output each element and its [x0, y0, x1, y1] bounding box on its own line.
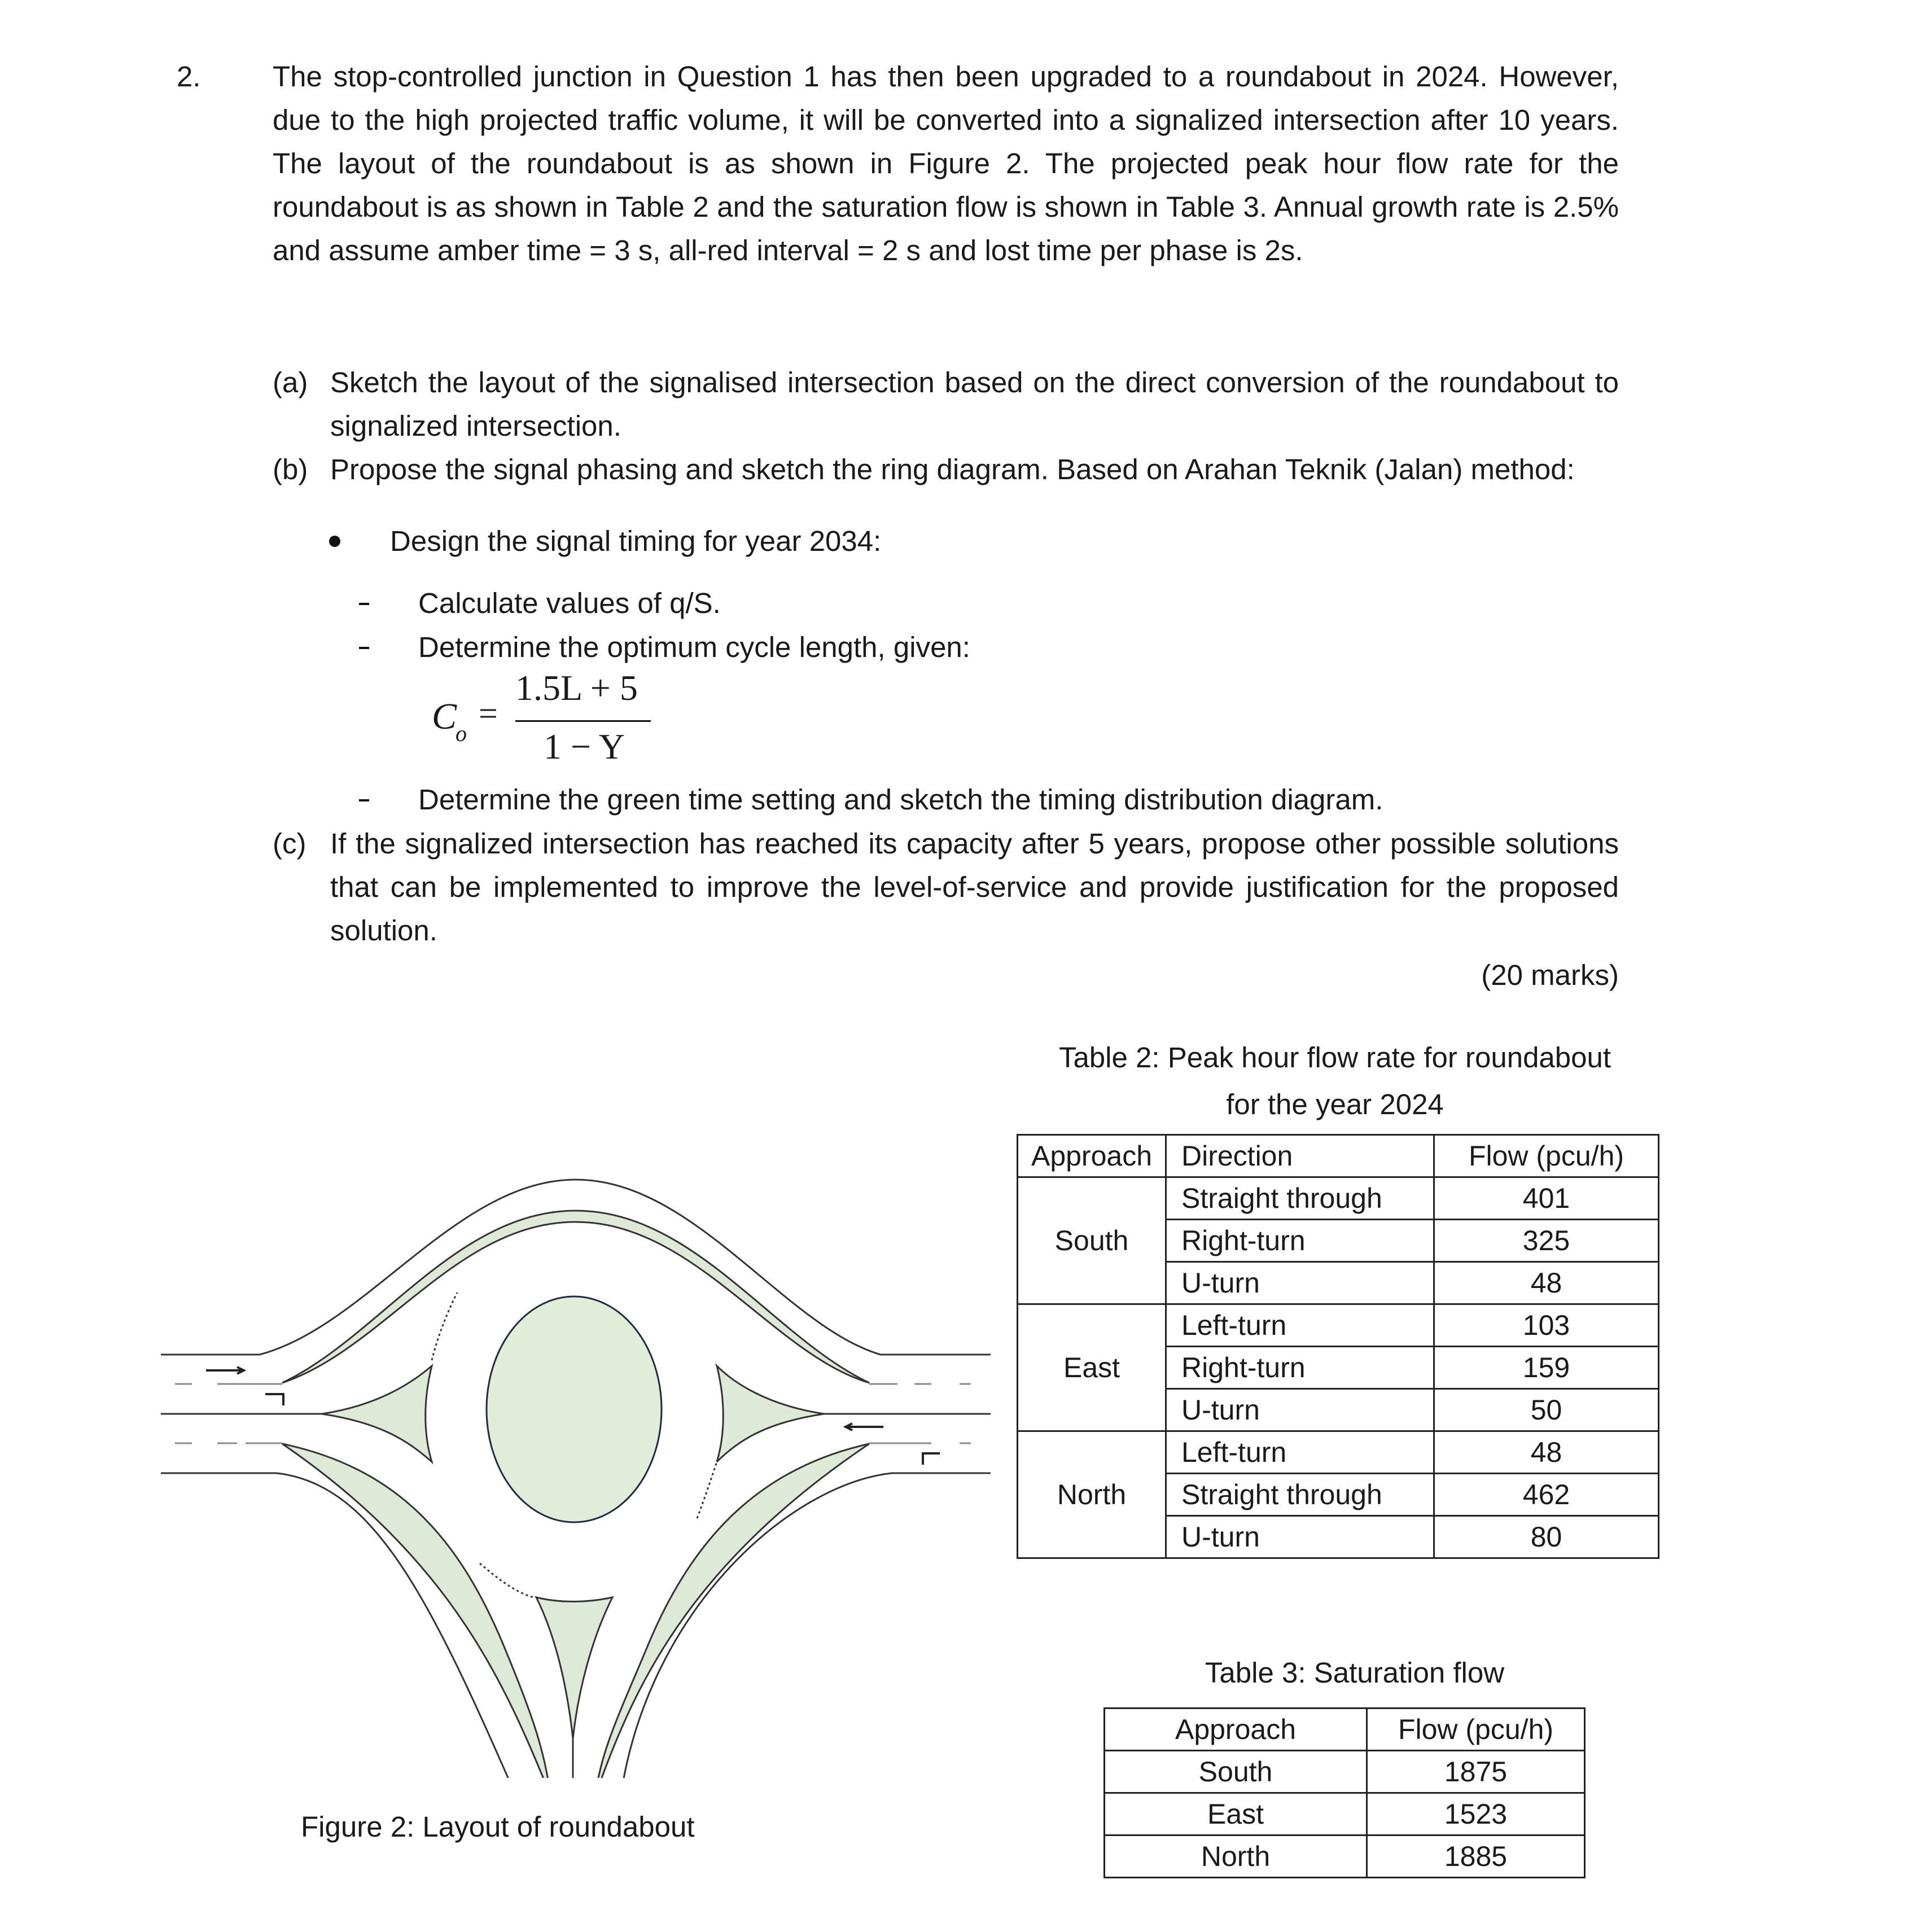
approach-cell: North — [1018, 1431, 1166, 1558]
flow-cell: 159 — [1434, 1347, 1659, 1389]
figure-caption: Figure 2: Layout of roundabout — [301, 1811, 695, 1843]
direction-cell: Straight through — [1166, 1474, 1434, 1516]
approach-cell: South — [1018, 1177, 1166, 1304]
flow-cell: 1523 — [1367, 1793, 1585, 1835]
header-flow: Flow (pcu/h) — [1367, 1708, 1585, 1751]
direction-cell: U-turn — [1166, 1262, 1434, 1304]
question-number: 2. — [177, 60, 201, 93]
part-c-text: If the signalized intersection has reached its capacity after 5 years, propose other possible solutions that can be implemented to improve the level-of-service and provide justification for the proposed solution. — [330, 827, 1619, 947]
marks: (20 marks) — [1481, 959, 1619, 991]
table2-peak-flow — [1017, 1134, 1659, 1559]
direction-cell: Left-turn — [1166, 1431, 1434, 1474]
question-text: The stop-controlled junction in Question 1 has then been upgraded to a roundabout in 2024. However, due to the high projected traffic volume, it will be converted into a signalized intersection after 10 years. The layout of the roundabout is as shown in Figure 2. The projected peak hour flow rate for the roundabout is as shown in Table 2 and the saturation flow is shown in Table 3. Annual growth rate is 2.5% and assume amber time = 3 s, all-red interval = 2 s and lost time per phase is 2s. — [273, 60, 1619, 266]
flow-cell: 80 — [1434, 1516, 1659, 1558]
dash-marker — [359, 647, 369, 649]
direction-cell: Straight through — [1166, 1177, 1434, 1220]
formula-numerator: 1.5L + 5 — [515, 668, 638, 708]
direction-cell: Right-turn — [1166, 1220, 1434, 1262]
table-row — [1105, 1835, 1585, 1878]
dash-item-2: Determine the optimum cycle length, given: — [418, 631, 970, 663]
part-c-label: (c) — [273, 827, 306, 860]
dash-marker — [359, 799, 369, 801]
bullet-dot — [329, 536, 340, 547]
approach-cell: East — [1105, 1793, 1367, 1835]
flow-cell: 48 — [1434, 1262, 1659, 1304]
table-header-row — [1105, 1708, 1585, 1751]
flow-cell: 325 — [1434, 1220, 1659, 1262]
flow-cell: 462 — [1434, 1474, 1659, 1516]
table-row — [1018, 1431, 1659, 1474]
table-row — [1018, 1304, 1659, 1347]
table-row — [1105, 1751, 1585, 1793]
header-approach: Approach — [1105, 1708, 1367, 1751]
part-b-text: Propose the signal phasing and sketch the ring diagram. Based on Arahan Teknik (Jalan) method: — [330, 453, 1575, 485]
fraction-bar — [515, 720, 651, 722]
dash-marker — [359, 603, 369, 605]
formula-lhs: C — [432, 696, 457, 737]
formula-sub: o — [456, 721, 467, 746]
flow-cell: 48 — [1434, 1431, 1659, 1474]
header-approach: Approach — [1018, 1135, 1166, 1177]
table-header-row — [1018, 1135, 1659, 1177]
table3-saturation-flow — [1103, 1707, 1586, 1878]
roundabout-figure — [141, 1101, 1016, 1778]
table2-title-line2: for the year 2024 — [1226, 1088, 1444, 1120]
flow-cell: 1875 — [1367, 1751, 1585, 1793]
cycle-length-formula — [431, 668, 656, 773]
table3-title: Table 3: Saturation flow — [1205, 1657, 1505, 1689]
approach-cell: South — [1105, 1751, 1367, 1793]
part-b-label: (b) — [273, 453, 308, 485]
header-direction: Direction — [1166, 1135, 1434, 1177]
formula-denominator: 1 − Y — [544, 726, 625, 766]
dash-item-3: Determine the green time setting and sketch the timing distribution diagram. — [418, 783, 1383, 816]
central-island — [487, 1296, 662, 1522]
table-row — [1105, 1793, 1585, 1835]
direction-cell: U-turn — [1166, 1389, 1434, 1431]
direction-cell: U-turn — [1166, 1516, 1434, 1558]
formula-eq: = — [479, 695, 498, 732]
header-flow: Flow (pcu/h) — [1434, 1135, 1659, 1177]
flow-cell: 103 — [1434, 1304, 1659, 1347]
flow-cell: 1885 — [1367, 1835, 1585, 1878]
table2-title — [999, 1034, 1671, 1128]
bullet-text: Design the signal timing for year 2034: — [390, 525, 882, 557]
flow-cell: 50 — [1434, 1389, 1659, 1431]
approach-cell: North — [1105, 1835, 1367, 1878]
part-a-text: Sketch the layout of the signalised intersection based on the direct conversion of the roundabout to signalized intersection. — [330, 366, 1619, 442]
table-row — [1018, 1177, 1659, 1220]
flow-cell: 401 — [1434, 1177, 1659, 1220]
dash-item-1: Calculate values of q/S. — [418, 587, 721, 619]
table2-title-line1: Table 2: Peak hour flow rate for roundabout — [1058, 1041, 1611, 1074]
approach-cell: East — [1018, 1304, 1166, 1431]
direction-cell: Left-turn — [1166, 1304, 1434, 1347]
direction-cell: Right-turn — [1166, 1347, 1434, 1389]
part-a-label: (a) — [273, 366, 308, 398]
